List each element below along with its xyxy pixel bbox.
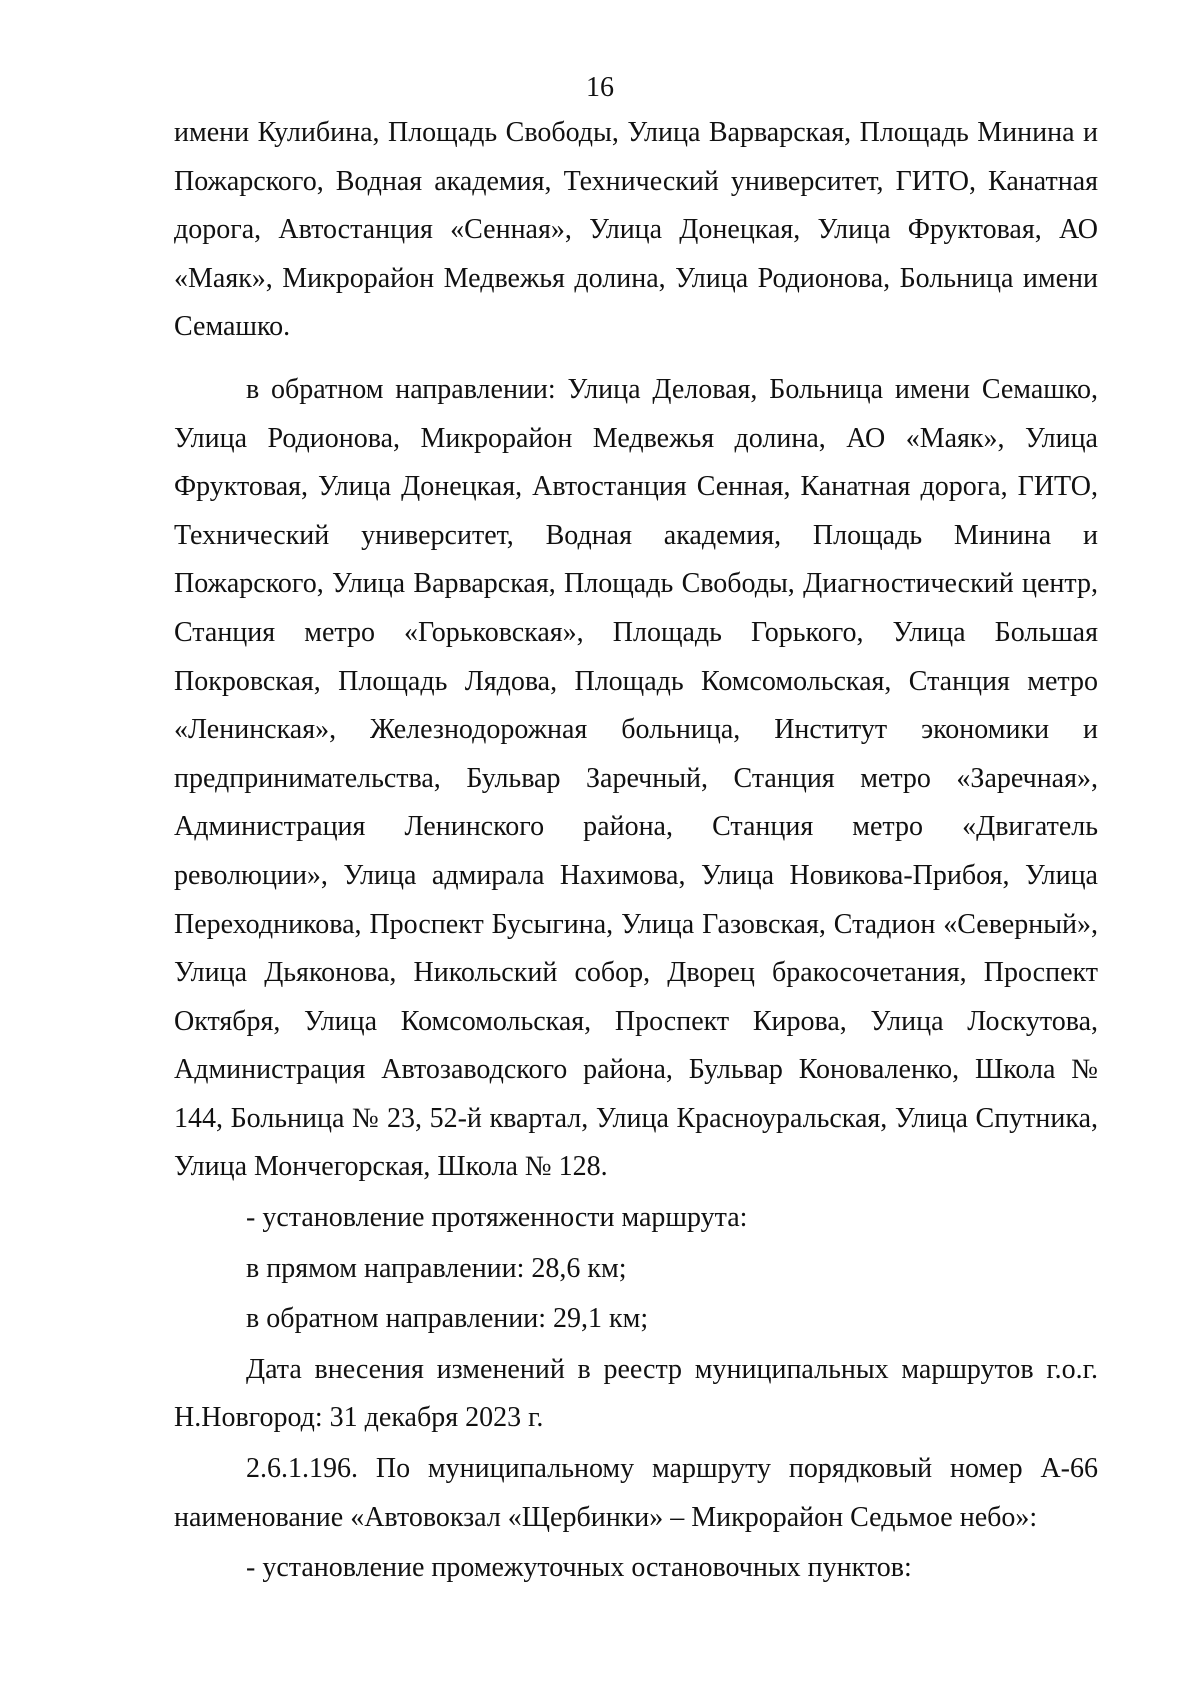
paragraph-reverse-direction-stops: в обратном направлении: Улица Деловая, Больница имени Семашко, Улица Родионова, Микрорайон Медвежья долина, АО «Маяк», Улица Фруктовая, Улица Донецкая, Автостанция Сенная, Канатная дорога, ГИТО, Технический университет, Водная академия, Площадь Минина и Пожарского, Улица Варварская, Площадь Свободы, Диагностический центр, Станция метро «Горьковская», Площадь Горького, Улица Большая Покровская, Площадь Лядова, Площадь Комсомольская, Станция метро «Ленинская», Железнодорожная больница, Институт экономики и предпринимательства, Бульвар Заречный, Станция метро «Заречная», Администрация Ленинского района, Станция метро «Двигатель революции», Улица адмирала Нахимова, Улица Новикова-Прибоя, Улица Переходникова, Проспект Бусыгина, Улица Газовская, Стадион «Северный», Улица Дьяконова, Никольский собор, Дворец бракосочетания, Проспект Октября, Улица Комсомольская, Проспект Кирова, Улица Лоскутова, Администрация Автозаводского района, Бульвар Коноваленко, Школа № 144, Больница № 23, 52-й квартал, Улица Красноуральская, Улица Спутника, Улица Мончегорская, Школа № 128. — [174, 373, 1098, 1183]
paragraph-reverse-length: в обратном направлении: 29,1 км; — [246, 1303, 649, 1335]
document-body — [174, 109, 1098, 1593]
paragraph-registry-date: Дата внесения изменений в реестр муниципальных маршрутов г.о.г. Н.Новгород: 31 декабря 2023 г. — [174, 1353, 1098, 1434]
paragraph-route-length-heading: - установление протяженности маршрута: — [246, 1202, 748, 1234]
page-number: 16 — [586, 72, 614, 103]
paragraph-forward-stops-continued: имени Кулибина, Площадь Свободы, Улица Варварская, Площадь Минина и Пожарского, Водная академия, Технический университет, ГИТО, Канатная дорога, Автостанция «Сенная», Улица Донецкая, Улица Фруктовая, АО «Маяк», Микрорайон Медвежья долина, Улица Родионова, Больница имени Семашко. — [174, 117, 1098, 343]
paragraph-intermediate-stops-heading: - установление промежуточных остановочных пунктов: — [246, 1552, 912, 1584]
paragraph-forward-length: в прямом направлении: 28,6 км; — [246, 1252, 627, 1284]
paragraph-route-a66-heading: 2.6.1.196. По муниципальному маршруту порядковый номер А-66 наименование «Автовокзал «Щербинки» – Микрорайон Седьмое небо»: — [174, 1453, 1098, 1533]
